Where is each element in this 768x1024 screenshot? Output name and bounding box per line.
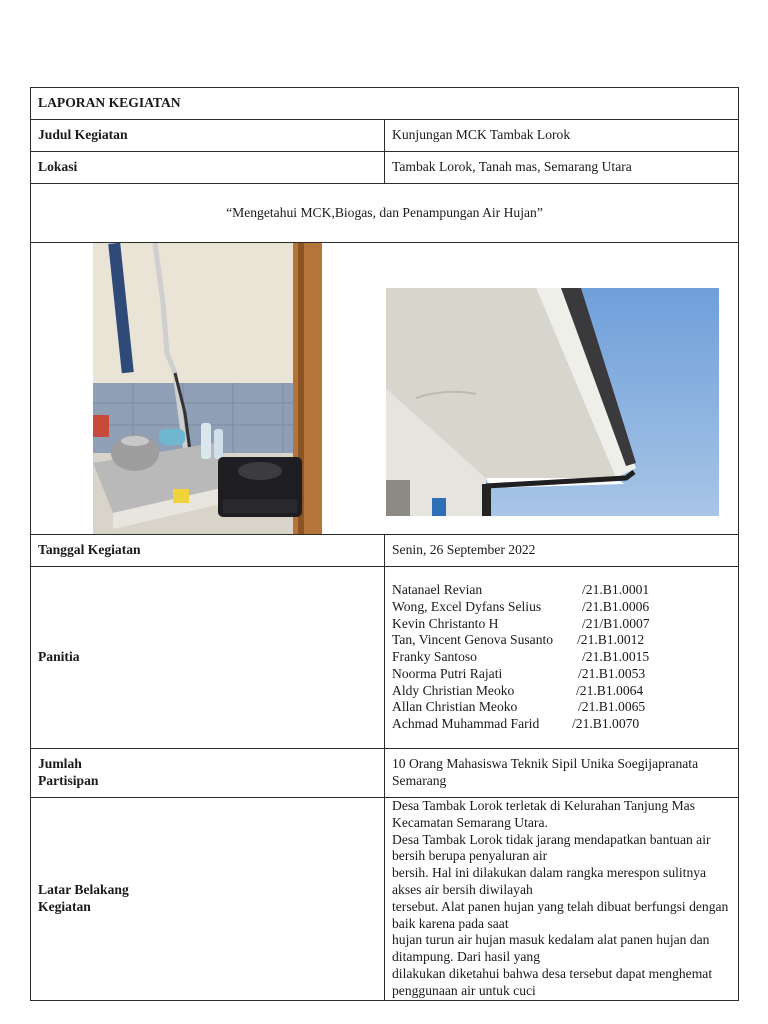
member-nim: /21.B1.0065	[578, 699, 646, 715]
kitchen-photo	[93, 243, 322, 534]
jumlah-value: 10 Orang Mahasiswa Teknik Sipil Unika Soegijapranata Semarang	[385, 749, 739, 798]
member-name: Tan, Vincent Genova Susanto	[392, 632, 554, 648]
judul-label: Judul Kegiatan	[31, 120, 385, 152]
panitia-row	[31, 567, 739, 749]
member-nim: /21.B1.0001	[582, 581, 650, 597]
panitia-member	[392, 683, 731, 700]
latar-row	[31, 798, 739, 1001]
judul-row	[31, 120, 739, 152]
jumlah-label-line1: Jumlah	[38, 756, 82, 772]
photo-cell	[31, 243, 739, 535]
jumlah-row	[31, 749, 739, 798]
latar-text	[385, 798, 739, 1001]
latar-label-line1: Latar Belakang	[38, 881, 129, 897]
title-row	[31, 88, 739, 120]
panitia-list	[385, 567, 739, 749]
tanggal-label: Tanggal Kegiatan	[31, 535, 385, 567]
quote-row	[31, 184, 739, 243]
latar-line: hujan turun air hujan masuk kedalam alat panen hujan dan ditampung. Dari hasil yang	[392, 932, 710, 965]
panitia-label: Panitia	[31, 567, 385, 749]
member-name: Noorma Putri Rajati	[392, 665, 503, 681]
member-name: Wong, Excel Dyfans Selius	[392, 598, 542, 614]
latar-line: tersebut. Alat panen hujan yang telah dibuat berfungsi dengan baik karena pada saat	[392, 898, 729, 931]
panitia-member	[392, 632, 731, 649]
member-name: Allan Christian Meoko	[392, 699, 518, 715]
member-name: Achmad Muhammad Farid	[392, 716, 540, 732]
panitia-member	[392, 699, 731, 716]
member-nim: /21.B1.0070	[572, 716, 640, 732]
latar-line: Desa Tambak Lorok tidak jarang mendapatkan bantuan air bersih berupa penyaluran air	[392, 831, 711, 864]
panitia-member	[392, 582, 731, 599]
tanggal-row	[31, 535, 739, 567]
member-nim: /21.B1.0012	[577, 632, 645, 648]
latar-line: dilakukan diketahui bahwa desa tersebut dapat menghemat penggunaan air untuk cuci	[392, 965, 713, 998]
member-nim: /21.B1.0015	[582, 649, 650, 665]
member-nim: /21.B1.0006	[582, 598, 650, 614]
member-name: Kevin Christanto H	[392, 615, 499, 631]
report-title: LAPORAN KEGIATAN	[31, 88, 739, 120]
activity-quote: “Mengetahui MCK,Biogas, dan Penampungan Air Hujan”	[31, 184, 739, 243]
panitia-member	[392, 616, 731, 633]
panitia-member	[392, 666, 731, 683]
member-nim: /21/B1.0007	[582, 615, 650, 631]
panitia-member	[392, 649, 731, 666]
lokasi-label: Lokasi	[31, 152, 385, 184]
lokasi-row	[31, 152, 739, 184]
panitia-member	[392, 599, 731, 616]
judul-value: Kunjungan MCK Tambak Lorok	[385, 120, 739, 152]
member-nim: /21.B1.0053	[578, 665, 646, 681]
latar-label-line2: Kegiatan	[38, 898, 91, 914]
member-name: Franky Santoso	[392, 649, 477, 665]
roof-gutter-photo	[386, 288, 719, 516]
member-name: Aldy Christian Meoko	[392, 682, 515, 698]
latar-line: bersih. Hal ini dilakukan dalam rangka merespon sulitnya akses air bersih diwilayah	[392, 865, 707, 897]
jumlah-label-line2: Partisipan	[38, 773, 99, 788]
latar-line: Desa Tambak Lorok terletak di Kelurahan Tanjung Mas Kecamatan Semarang Utara.	[392, 798, 695, 830]
jumlah-label	[31, 749, 385, 798]
latar-label	[31, 798, 385, 1001]
tanggal-value: Senin, 26 September 2022	[385, 535, 739, 567]
member-name: Natanael Revian	[392, 581, 483, 597]
panitia-member	[392, 716, 731, 733]
member-nim: /21.B1.0064	[576, 682, 644, 698]
photo-row	[31, 243, 739, 535]
lokasi-value: Tambak Lorok, Tanah mas, Semarang Utara	[385, 152, 739, 184]
report-table	[30, 87, 739, 1001]
